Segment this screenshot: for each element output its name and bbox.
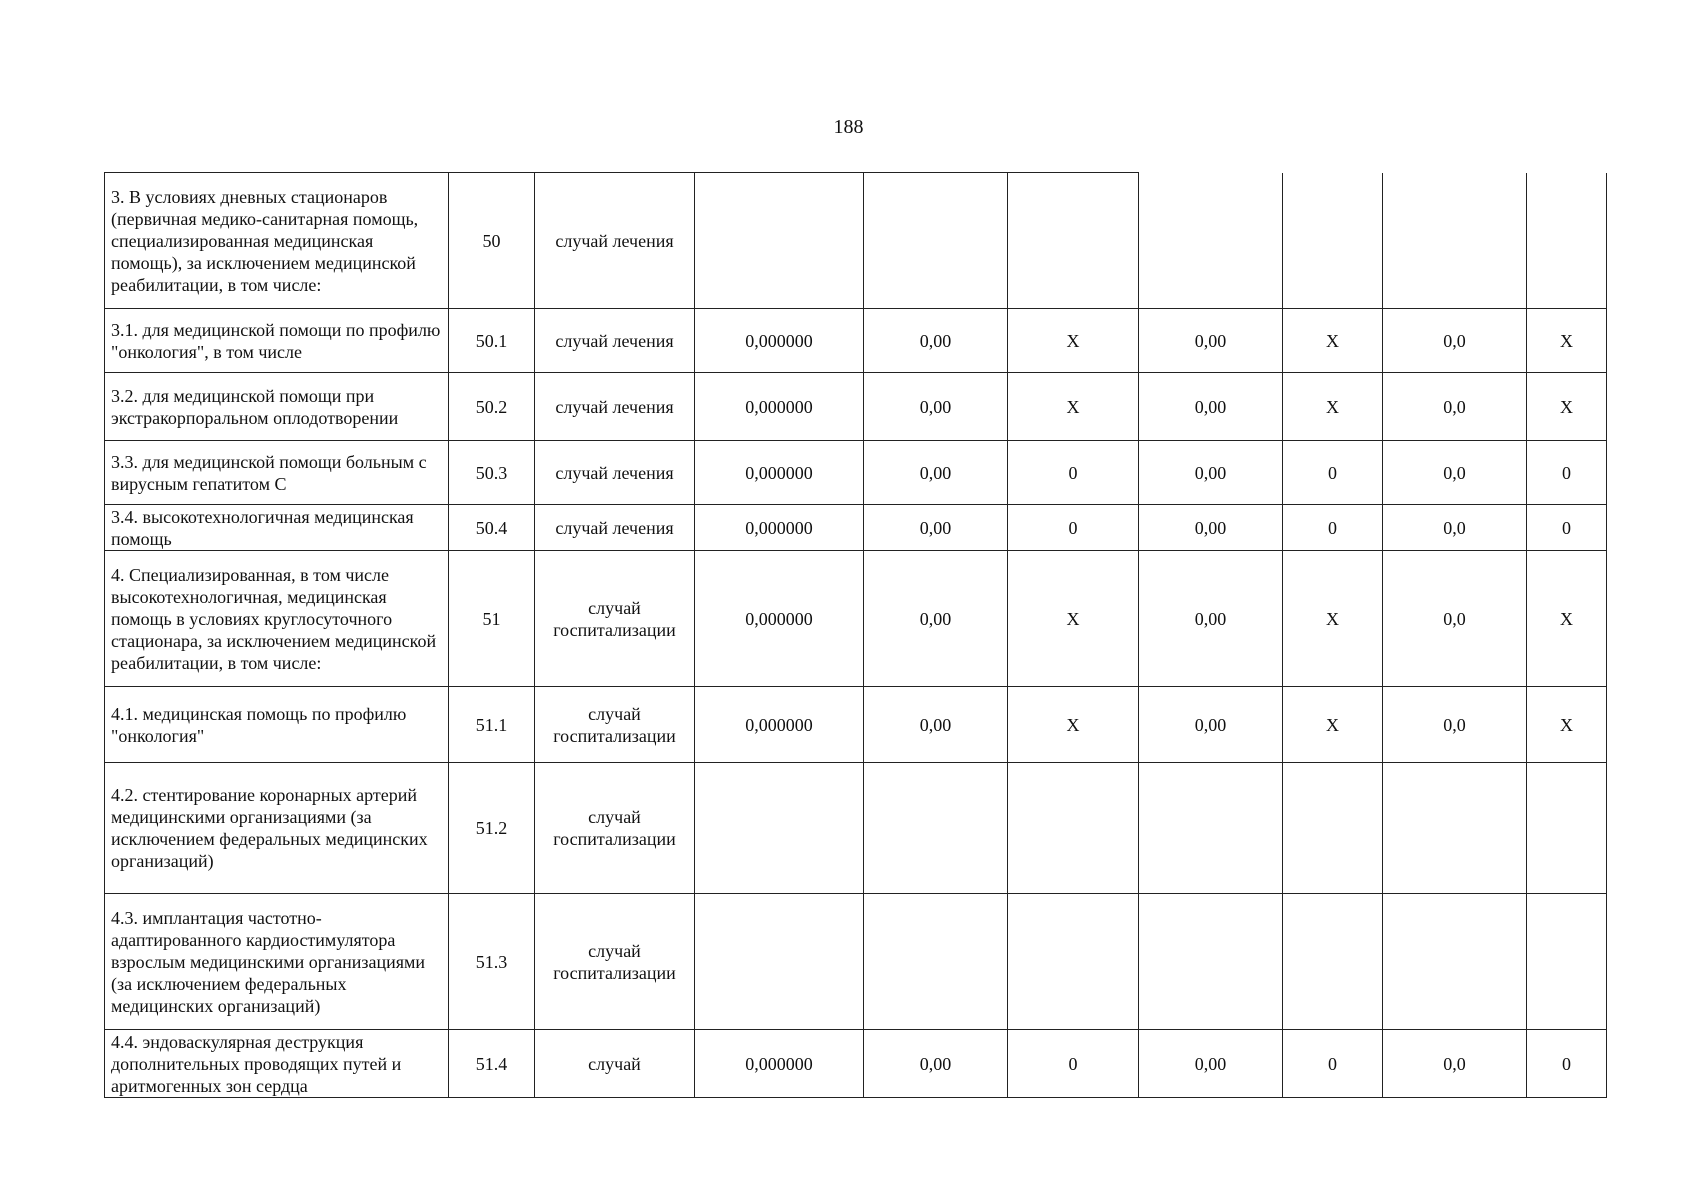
row-description: 4.3. имплантация частотно-адаптированного кардиостимулятора взрослым медицинскими организациями (за исключением федеральных медицинских организаций) <box>105 894 449 1030</box>
value-cell: 0,00 <box>864 687 1008 763</box>
row-unit: случай госпитализации <box>535 894 695 1030</box>
value-cell: 0,0 <box>1383 687 1527 763</box>
table-row <box>105 505 1607 551</box>
row-description: 3.3. для медицинской помощи больным с вирусным гепатитом С <box>105 441 449 505</box>
value-cell: 0 <box>1008 1030 1139 1098</box>
row-code: 50.2 <box>449 373 535 441</box>
value-cell: 0,0 <box>1383 373 1527 441</box>
value-cell: 0,0 <box>1383 551 1527 687</box>
value-cell <box>1139 894 1283 1030</box>
row-unit: случай госпитализации <box>535 687 695 763</box>
row-unit: случай <box>535 1030 695 1098</box>
table-row <box>105 551 1607 687</box>
value-cell: 0 <box>1008 505 1139 551</box>
value-cell: Х <box>1283 551 1383 687</box>
value-cell: Х <box>1283 309 1383 373</box>
value-cell: 0,00 <box>864 505 1008 551</box>
row-code: 51.2 <box>449 763 535 894</box>
row-code: 50.4 <box>449 505 535 551</box>
row-description: 4. Специализированная, в том числе высокотехнологичная, медицинская помощь в условиях круглосуточного стационара, за исключением медицинской реабилитации, в том числе: <box>105 551 449 687</box>
table-row <box>105 309 1607 373</box>
row-unit: случай госпитализации <box>535 551 695 687</box>
row-code: 51.4 <box>449 1030 535 1098</box>
table-row <box>105 441 1607 505</box>
row-unit: случай госпитализации <box>535 763 695 894</box>
value-cell <box>1283 763 1383 894</box>
value-cell: 0,00 <box>864 309 1008 373</box>
value-cell <box>1008 894 1139 1030</box>
value-cell: 0 <box>1283 505 1383 551</box>
value-cell <box>864 173 1008 309</box>
value-cell <box>864 763 1008 894</box>
row-unit: случай лечения <box>535 173 695 309</box>
value-cell: 0,000000 <box>695 505 864 551</box>
value-cell: Х <box>1283 687 1383 763</box>
value-cell: Х <box>1008 373 1139 441</box>
page-number: 188 <box>833 116 864 138</box>
value-cell: Х <box>1008 309 1139 373</box>
value-cell: 0 <box>1527 1030 1607 1098</box>
table-row <box>105 373 1607 441</box>
row-unit: случай лечения <box>535 373 695 441</box>
value-cell: Х <box>1527 309 1607 373</box>
value-cell <box>1283 173 1383 309</box>
row-code: 51.3 <box>449 894 535 1030</box>
value-cell: 0,000000 <box>695 551 864 687</box>
value-cell <box>1383 173 1527 309</box>
value-cell: Х <box>1527 687 1607 763</box>
value-cell: 0,00 <box>864 551 1008 687</box>
value-cell: 0,00 <box>1139 1030 1283 1098</box>
value-cell: 0,0 <box>1383 1030 1527 1098</box>
value-cell <box>1008 763 1139 894</box>
value-cell: Х <box>1527 373 1607 441</box>
value-cell: 0,0 <box>1383 505 1527 551</box>
value-cell: 0,0 <box>1383 441 1527 505</box>
value-cell: 0 <box>1527 441 1607 505</box>
value-cell: 0,00 <box>1139 309 1283 373</box>
value-cell <box>1383 763 1527 894</box>
row-description: 3.4. высокотехнологичная медицинская помощь <box>105 505 449 551</box>
value-cell <box>1139 173 1283 309</box>
value-cell: 0,0 <box>1383 309 1527 373</box>
value-cell <box>695 763 864 894</box>
row-unit: случай лечения <box>535 309 695 373</box>
value-cell: 0,000000 <box>695 687 864 763</box>
value-cell: 0,00 <box>864 441 1008 505</box>
value-cell <box>1283 894 1383 1030</box>
row-code: 50.1 <box>449 309 535 373</box>
table-row <box>105 1030 1607 1098</box>
table-row <box>105 894 1607 1030</box>
value-cell: 0 <box>1283 1030 1383 1098</box>
value-cell: Х <box>1527 551 1607 687</box>
value-cell <box>1527 763 1607 894</box>
value-cell: 0,00 <box>864 1030 1008 1098</box>
value-cell <box>695 173 864 309</box>
row-description: 3. В условиях дневных стационаров (первичная медико-санитарная помощь, специализированная медицинская помощь), за исключением медицинской реабилитации, в том числе: <box>105 173 449 309</box>
row-description: 4.2. стентирование коронарных артерий медицинскими организациями (за исключением федеральных медицинских организаций) <box>105 763 449 894</box>
value-cell <box>864 894 1008 1030</box>
table-row <box>105 687 1607 763</box>
value-cell: 0 <box>1008 441 1139 505</box>
value-cell: 0,000000 <box>695 373 864 441</box>
row-unit: случай лечения <box>535 441 695 505</box>
value-cell <box>1139 763 1283 894</box>
value-cell: 0,00 <box>1139 505 1283 551</box>
value-cell <box>1008 173 1139 309</box>
value-cell <box>695 894 864 1030</box>
table-row <box>105 763 1607 894</box>
value-cell: 0,00 <box>864 373 1008 441</box>
data-table <box>104 172 1607 1098</box>
value-cell: 0,00 <box>1139 551 1283 687</box>
value-cell: 0,00 <box>1139 373 1283 441</box>
value-cell: 0,000000 <box>695 441 864 505</box>
value-cell: Х <box>1283 373 1383 441</box>
row-code: 51 <box>449 551 535 687</box>
value-cell: 0,00 <box>1139 687 1283 763</box>
row-description: 3.1. для медицинской помощи по профилю "онкология", в том числе <box>105 309 449 373</box>
value-cell: 0,000000 <box>695 309 864 373</box>
value-cell <box>1527 894 1607 1030</box>
row-code: 50 <box>449 173 535 309</box>
table-row <box>105 173 1607 309</box>
row-code: 51.1 <box>449 687 535 763</box>
row-description: 3.2. для медицинской помощи при экстракорпоральном оплодотворении <box>105 373 449 441</box>
value-cell: 0,000000 <box>695 1030 864 1098</box>
row-code: 50.3 <box>449 441 535 505</box>
value-cell: 0 <box>1527 505 1607 551</box>
row-description: 4.1. медицинская помощь по профилю "онкология" <box>105 687 449 763</box>
row-unit: случай лечения <box>535 505 695 551</box>
row-description: 4.4. эндоваскулярная деструкция дополнительных проводящих путей и аритмогенных зон сердца <box>105 1030 449 1098</box>
value-cell: 0,00 <box>1139 441 1283 505</box>
value-cell <box>1383 894 1527 1030</box>
value-cell <box>1527 173 1607 309</box>
value-cell: 0 <box>1283 441 1383 505</box>
value-cell: Х <box>1008 687 1139 763</box>
value-cell: Х <box>1008 551 1139 687</box>
